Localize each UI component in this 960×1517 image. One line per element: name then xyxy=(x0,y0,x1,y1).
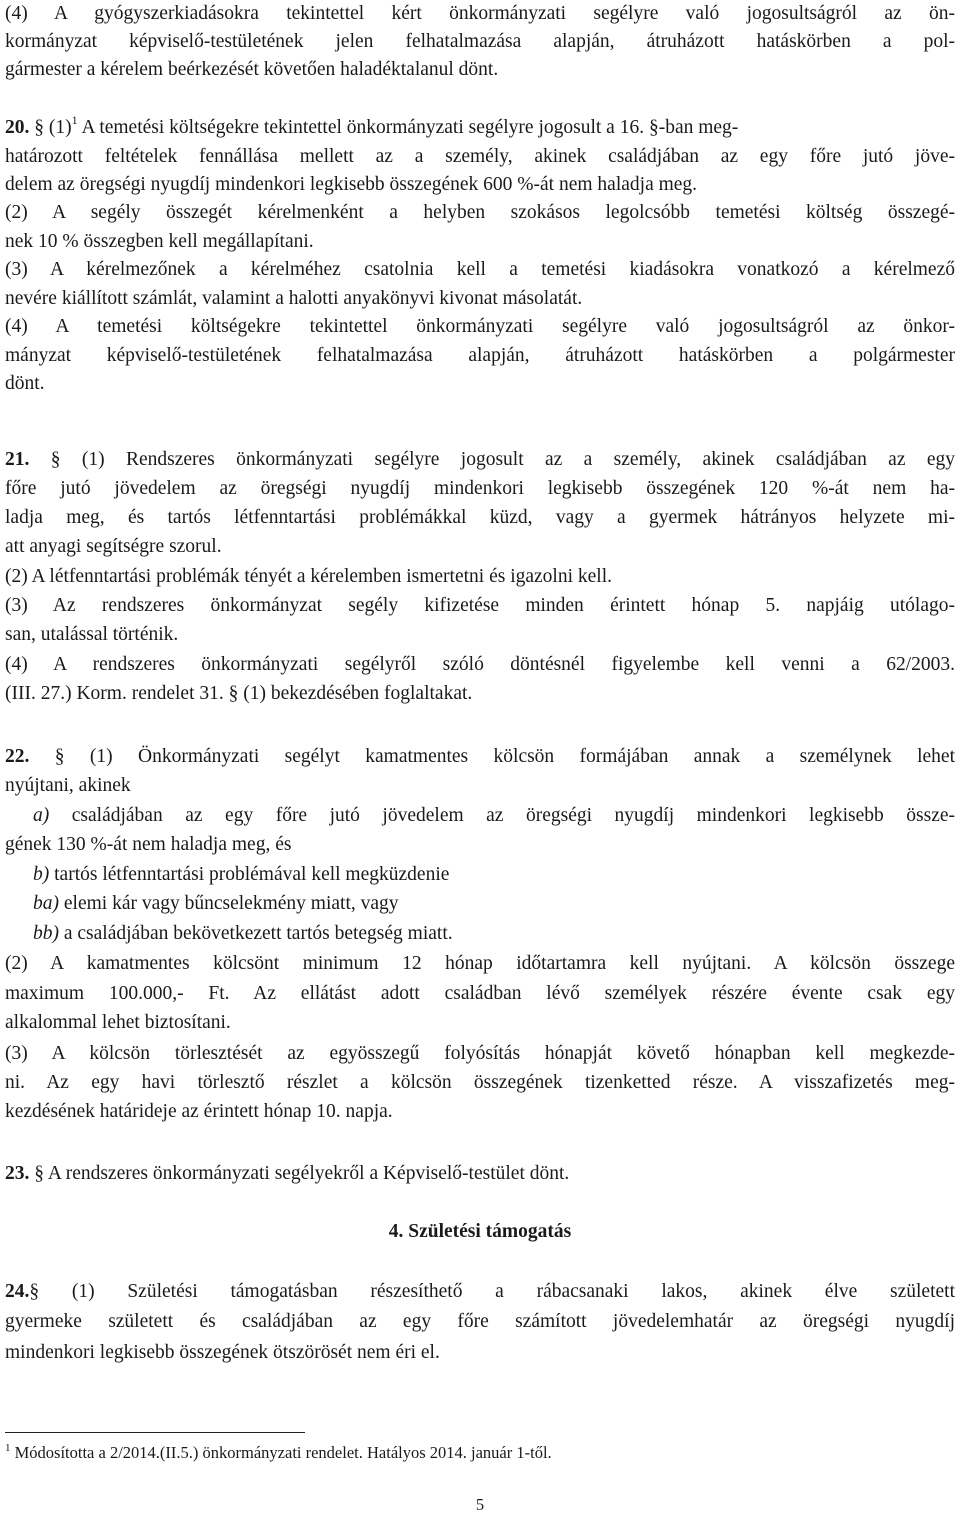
section-text: (1) Születési támogatásban részesíthető a rábacsanaki lakos, akinek élve született xyxy=(71,1281,955,1302)
text-line: (4) A temetési költségekre tekintettel önkormányzati segélyre való jogosultságról az önkor- xyxy=(5,316,955,337)
list-marker: a) xyxy=(33,805,50,826)
list-item-b xyxy=(33,861,955,889)
text-line: mindenkori legkisebb összegének ötszörösét nem éri el. xyxy=(5,1342,440,1363)
page-number: 5 xyxy=(475,1495,485,1514)
list-item-bb xyxy=(33,920,955,948)
text-line: (2) A létfenntartási problémák tényét a kérelemben ismertetni és igazolni kell. xyxy=(5,566,612,587)
text-line: gyermeke született és családjában az egy főre számított jövedelemhatár az öregségi nyugdíj xyxy=(5,1311,955,1332)
section-text: A temetési költségekre tekintettel önkormányzati segélyre jogosult a 16. xyxy=(81,117,645,138)
paragraph-sign: § xyxy=(29,1281,40,1302)
section-22-first-line xyxy=(5,743,955,771)
paragraph-sign: § xyxy=(54,746,65,767)
footnote xyxy=(5,1441,552,1465)
section-24-first-line xyxy=(5,1278,955,1306)
text-line: ladja meg, és tartós létfenntartási problémákkal küzd, vagy a gyermek hátrányos helyzete mi- xyxy=(5,507,955,528)
text-line: mányzat képviselő-testületének felhatalmazása alapján, átruházott hatáskörben a polgármester xyxy=(5,345,955,366)
text-line: nyújtani, akinek xyxy=(5,775,131,796)
paragraph-sign: § xyxy=(34,1163,44,1184)
paragraph-sign: § xyxy=(228,683,239,704)
text-line xyxy=(5,680,955,708)
list-marker: ba) xyxy=(33,893,59,914)
section-20-first-line xyxy=(5,114,955,142)
list-text: családjában az egy főre jutó jövedelem az öregségi nyugdíj mindenkori legkisebb össze- xyxy=(71,805,955,826)
section-number: 22. xyxy=(5,746,30,767)
text-line: (3) A kölcsön törlesztését az egyösszegű folyósítás hónapját követő hónapban kell megkezde- xyxy=(5,1043,955,1064)
text-line: (4) A rendszeres önkormányzati segélyről szóló döntésnél figyelembe kell venni a 62/2003. xyxy=(5,654,955,675)
paragraph-sign: § xyxy=(50,449,61,470)
chapter-heading: 4. Születési támogatás xyxy=(388,1221,572,1242)
section-23-line xyxy=(5,1160,955,1188)
section-text: A rendszeres önkormányzati segélyekről a Képviselő-testület dönt. xyxy=(47,1163,570,1184)
text-segment: (III. 27.) Korm. rendelet 31. xyxy=(5,683,224,704)
text-line: ni. Az egy havi törlesztő részlet a kölcsön összegének tizenketted része. A visszafizetés meg- xyxy=(5,1072,955,1093)
text-line: maximum 100.000,- Ft. Az ellátást adott családban lévő személyek részére évente csak egy xyxy=(5,983,955,1004)
text-line: alkalommal lehet biztosítani. xyxy=(5,1012,231,1033)
text-line: gének 130 %-át nem haladja meg, és xyxy=(5,834,292,855)
section-text: (1) Önkormányzati segélyt kamatmentes kölcsön formájában annak a személynek lehet xyxy=(89,746,955,767)
list-item-a xyxy=(33,802,955,830)
text-line: nek 10 % összegben kell megállapítani. xyxy=(5,231,314,252)
footnote-separator xyxy=(5,1432,305,1433)
text-line: delem az öregségi nyugdíj mindenkori legkisebb összegének 600 %-át nem haladja meg. xyxy=(5,174,698,195)
text-line: nevére kiállított számlát, valamint a halotti anyakönyvi kivonat másolatát. xyxy=(5,288,583,309)
text-line: att anyagi segítségre szorul. xyxy=(5,536,222,557)
list-item-ba xyxy=(33,890,955,918)
text-segment: (1) bekezdésében foglaltakat. xyxy=(243,683,473,704)
list-text: a családjában bekövetkezett tartós betegség miatt. xyxy=(63,923,453,944)
list-marker: b) xyxy=(33,864,50,885)
paragraph-sign: § xyxy=(648,117,659,138)
text-line: (2) A segély összegét kérelmenként a helyben szokásos legolcsóbb temetési költség összegé- xyxy=(5,202,955,223)
section-number: 24. xyxy=(5,1281,30,1302)
text-line: főre jutó jövedelem az öregségi nyugdíj mindenkori legkisebb összegének 120 %-át nem ha- xyxy=(5,478,955,499)
section-text: -ban meg- xyxy=(658,117,739,138)
footnote-text: Módosította a 2/2014.(II.5.) önkormányzati rendelet. Hatályos 2014. január 1-től. xyxy=(14,1443,552,1462)
text-line: határozott feltételek fennállása mellett az a személy, akinek családjában az egy főre jutó jöve- xyxy=(5,146,955,167)
footnote-number: 1 xyxy=(5,1442,11,1454)
list-text: elemi kár vagy bűncselekmény miatt, vagy xyxy=(63,893,399,914)
text-line: (3) Az rendszeres önkormányzat segély kifizetése minden érintett hónap 5. napjáig utólago- xyxy=(5,595,955,616)
text-line: (3) A kérelmezőnek a kérelméhez csatolnia kell a temetési kiadásokra vonatkozó a kérelmező xyxy=(5,259,955,280)
section-text: (1) Rendszeres önkormányzati segélyre jogosult az a személy, akinek családjában az egy xyxy=(81,449,955,470)
list-marker: bb) xyxy=(33,923,59,944)
paragraph-sign: § xyxy=(34,117,44,138)
footnote-reference: 1 xyxy=(71,113,78,127)
section-number: 23. xyxy=(5,1163,30,1184)
text-line: dönt. xyxy=(5,373,45,394)
text-line: kormányzat képviselő-testületének jelen felhatalmazása alapján, átruházott hatáskörben a pol- xyxy=(5,31,955,52)
list-text: tartós létfenntartási problémával kell megküzdenie xyxy=(54,864,450,885)
subsection-marker: (1) xyxy=(48,117,72,138)
text-line: (4) A gyógyszerkiadásokra tekintettel kért önkormányzati segélyre való jogosultságról az ön- xyxy=(5,3,955,24)
section-21-first-line xyxy=(5,446,955,474)
text-line: kezdésének határideje az érintett hónap 10. napja. xyxy=(5,1101,393,1122)
section-number: 21. xyxy=(5,449,30,470)
text-line: gármester a kérelem beérkezését követően haladéktalanul dönt. xyxy=(5,59,499,80)
text-line: san, utalással történik. xyxy=(5,624,179,645)
section-number: 20. xyxy=(5,117,30,138)
text-line: (2) A kamatmentes kölcsönt minimum 12 hónap időtartamra kell nyújtani. A kölcsön összege xyxy=(5,953,955,974)
